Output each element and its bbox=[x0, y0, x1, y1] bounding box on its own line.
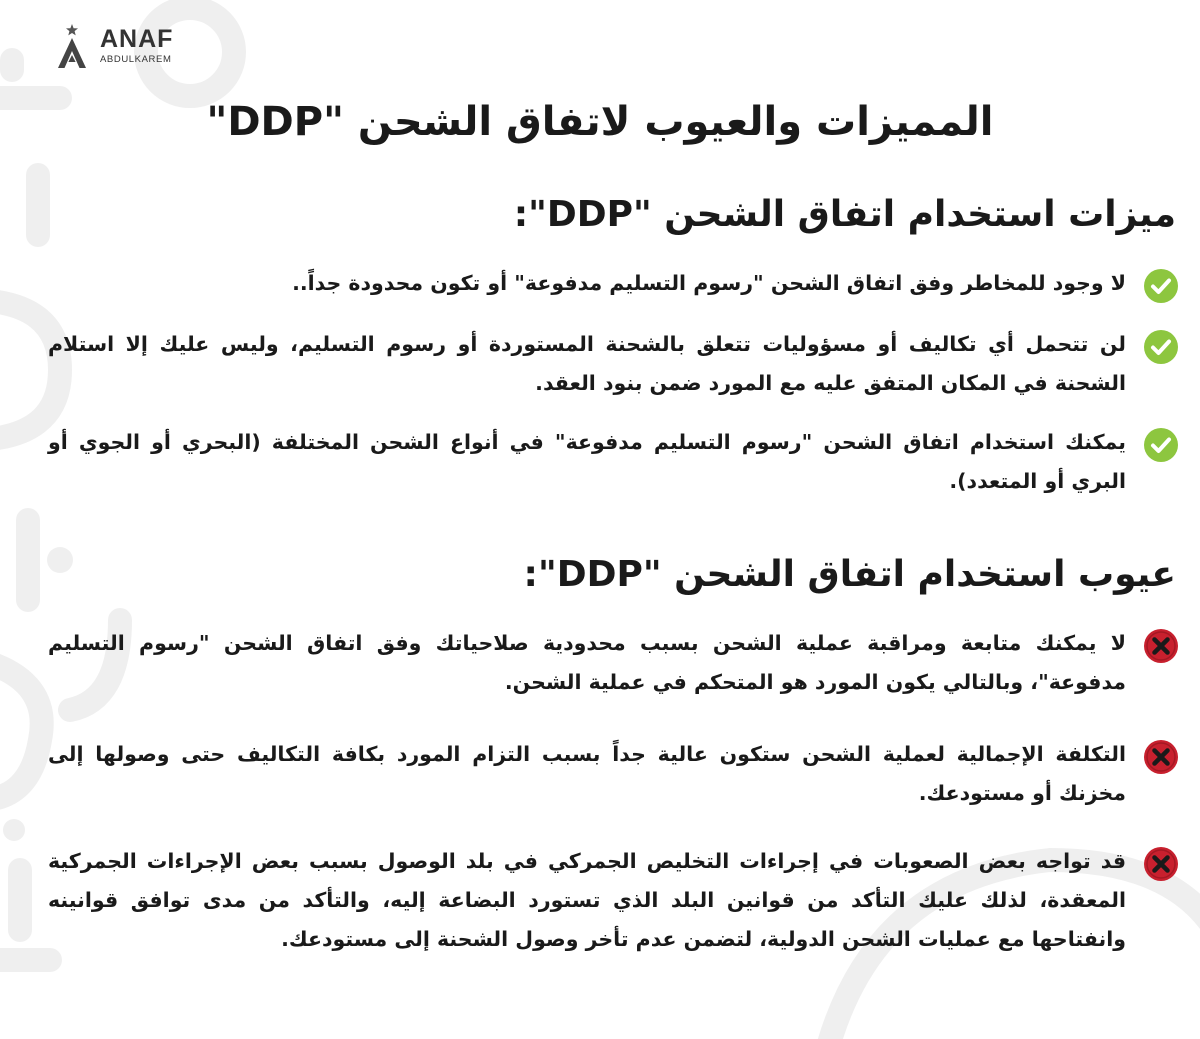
disadvantages-heading: عيوب استخدام اتفاق الشحن "DDP": bbox=[523, 554, 1176, 595]
cross-icon bbox=[1144, 847, 1178, 881]
brand-mark-icon bbox=[52, 22, 92, 70]
cross-icon bbox=[1144, 740, 1178, 774]
disadvantage-text: لا يمكنك متابعة ومراقبة عملية الشحن بسبب محدودية صلاحياتك وفق اتفاق الشحن "رسوم التسليم مدفوعة"، وبالتالي يكون المورد هو المتحكم في عملية الشحن. bbox=[48, 631, 1126, 694]
disadvantage-item bbox=[48, 842, 1178, 959]
disadvantage-item bbox=[48, 624, 1178, 702]
brand-wordmark bbox=[100, 27, 173, 65]
advantages-heading: ميزات استخدام اتفاق الشحن "DDP": bbox=[513, 194, 1176, 235]
disadvantage-text: التكلفة الإجمالية لعملية الشحن ستكون عالية جداً بسبب التزام المورد بكافة التكاليف حتى وصولها إلى مخزنك أو مستودعك. bbox=[48, 742, 1126, 805]
check-icon bbox=[1144, 428, 1178, 462]
advantage-text: لن تتحمل أي تكاليف أو مسؤوليات تتعلق بالشحنة المستوردة أو رسوم التسليم، وليس عليك إلا استلام الشحنة في المكان المتفق عليه مع المورد ضمن بنود العقد. bbox=[48, 332, 1126, 395]
advantage-item bbox=[48, 325, 1178, 403]
disadvantage-item bbox=[48, 735, 1178, 813]
brand-subname: ABDULKAREM bbox=[100, 54, 172, 66]
brand-logo bbox=[52, 22, 173, 70]
advantage-item bbox=[48, 264, 1178, 303]
page-title: المميزات والعيوب لاتفاق الشحن "DDP" bbox=[206, 99, 994, 145]
advantage-item bbox=[48, 423, 1178, 501]
advantage-text: يمكنك استخدام اتفاق الشحن "رسوم التسليم مدفوعة" في أنواع الشحن المختلفة (البحري أو الجوي أو البري أو المتعدد). bbox=[48, 430, 1126, 493]
brand-name: ANAF bbox=[100, 25, 174, 54]
check-icon bbox=[1144, 269, 1178, 303]
disadvantage-text: قد تواجه بعض الصعوبات في إجراءات التخليص الجمركي في بلد الوصول بسبب بعض الإجراءات الجمركية المعقدة، لذلك عليك التأكد من قوانين البلد الذي تستورد البضاعة إليه، والتأكد من مدى توافق قوانينه وانفتاحها مع عمليات الشحن الدولية، لتضمن عدم تأخر وصول الشحنة إلى مستودعك. bbox=[48, 849, 1126, 951]
check-icon bbox=[1144, 330, 1178, 364]
cross-icon bbox=[1144, 629, 1178, 663]
advantage-text: لا وجود للمخاطر وفق اتفاق الشحن "رسوم التسليم مدفوعة" أو تكون محدودة جداً.. bbox=[292, 271, 1126, 295]
